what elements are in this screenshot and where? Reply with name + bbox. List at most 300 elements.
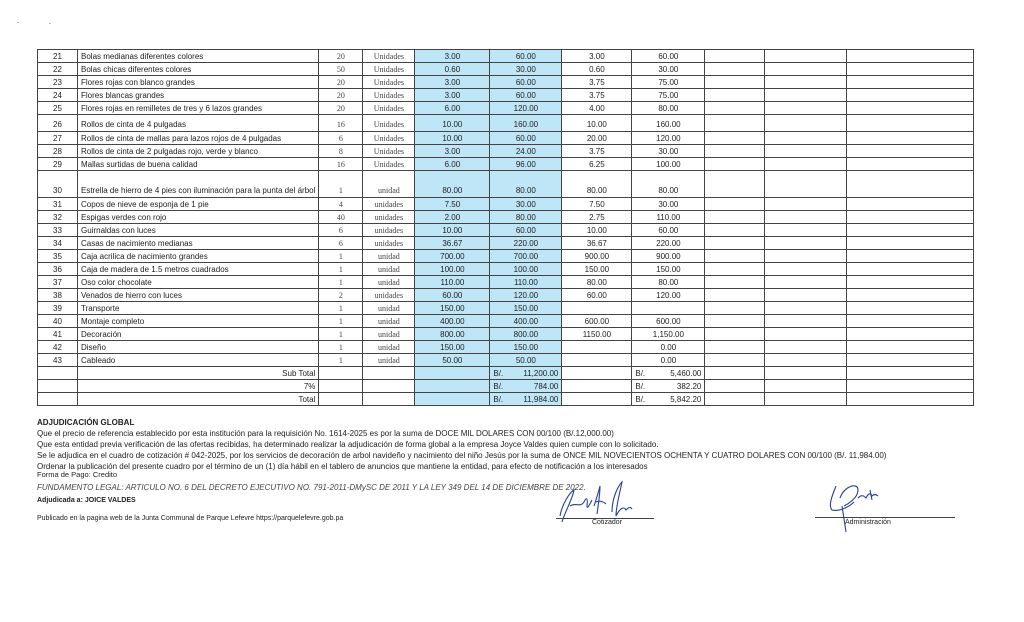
item-unit: unidades xyxy=(363,211,415,224)
item-description: Guirnaldas con luces xyxy=(78,224,319,237)
item-quantity: 6 xyxy=(319,224,363,237)
item-number: 35 xyxy=(38,250,78,263)
empty-cell xyxy=(705,315,765,328)
table-row xyxy=(38,158,974,171)
empty-cell xyxy=(847,224,974,237)
item-number: 41 xyxy=(38,328,78,341)
empty-cell xyxy=(705,263,765,276)
alt-unit-price: 20.00 xyxy=(562,132,632,145)
empty-cell xyxy=(705,158,765,171)
adjudicacion-line: Que el precio de referencia establecido por esta institución para la requisición No. 1614-2025 es por la suma de DOCE MIL DOLARES CON 00/100 (B/.12,000.00) xyxy=(37,429,614,438)
alt-unit-price: 10.00 xyxy=(562,115,632,132)
alt-unit-price: 600.00 xyxy=(562,315,632,328)
empty-cell xyxy=(705,76,765,89)
empty-cell xyxy=(38,380,78,393)
table-row xyxy=(38,289,974,302)
alt-unit-price: 10.00 xyxy=(562,224,632,237)
item-total: 30.00 xyxy=(490,63,562,76)
empty-cell xyxy=(705,145,765,158)
item-quantity: 40 xyxy=(319,211,363,224)
item-unit-price: 3.00 xyxy=(415,50,490,63)
empty-cell xyxy=(363,380,415,393)
alt-unit-price: 3.75 xyxy=(562,89,632,102)
item-description: Copos de nieve de esponja de 1 pie xyxy=(78,198,319,211)
empty-cell xyxy=(705,102,765,115)
alt-unit-price: 4.00 xyxy=(562,102,632,115)
table-row xyxy=(38,263,974,276)
empty-cell xyxy=(705,63,765,76)
summary-row xyxy=(38,393,974,406)
empty-cell xyxy=(765,158,847,171)
item-unit: unidad xyxy=(363,250,415,263)
alt-total: 60.00 xyxy=(632,50,705,63)
item-description: Diseño xyxy=(78,341,319,354)
empty-cell xyxy=(847,328,974,341)
alt-unit-price xyxy=(562,302,632,315)
empty-cell xyxy=(705,132,765,145)
summary-total xyxy=(490,393,562,406)
amount: 382.20 xyxy=(676,381,702,391)
empty-cell xyxy=(847,211,974,224)
empty-cell xyxy=(319,367,363,380)
empty-cell xyxy=(765,276,847,289)
item-number: 32 xyxy=(38,211,78,224)
alt-unit-price xyxy=(562,341,632,354)
empty-cell xyxy=(765,380,847,393)
item-number: 31 xyxy=(38,198,78,211)
money-value xyxy=(635,394,701,405)
table-row xyxy=(38,354,974,367)
item-quantity: 1 xyxy=(319,263,363,276)
item-unit-price: 0.60 xyxy=(415,63,490,76)
alt-total: 100.00 xyxy=(632,158,705,171)
item-description: Caja acrilica de nacimiento grandes xyxy=(78,250,319,263)
table-row xyxy=(38,328,974,341)
currency-symbol: B/. xyxy=(635,368,646,378)
item-total: 110.00 xyxy=(490,276,562,289)
empty-cell xyxy=(765,76,847,89)
item-quantity: 6 xyxy=(319,132,363,145)
item-unit: Unidades xyxy=(363,132,415,145)
alt-total: 0.00 xyxy=(632,354,705,367)
alt-unit-price xyxy=(562,354,632,367)
item-description: Flores blancas grandes xyxy=(78,89,319,102)
item-unit-price: 36.67 xyxy=(415,237,490,250)
item-unit: unidades xyxy=(363,198,415,211)
currency-symbol: B/. xyxy=(635,381,646,391)
table-row xyxy=(38,89,974,102)
item-total: 60.00 xyxy=(490,50,562,63)
item-total: 96.00 xyxy=(490,158,562,171)
item-quantity: 1 xyxy=(319,328,363,341)
money-value xyxy=(493,381,558,392)
empty-cell xyxy=(705,354,765,367)
amount: 784.00 xyxy=(533,381,559,391)
empty-cell xyxy=(415,393,490,406)
item-unit: unidad xyxy=(363,263,415,276)
item-unit: unidades xyxy=(363,237,415,250)
item-unit-price: 700.00 xyxy=(415,250,490,263)
empty-cell xyxy=(765,289,847,302)
item-quantity: 1 xyxy=(319,341,363,354)
item-quantity: 1 xyxy=(319,250,363,263)
item-unit-price: 3.00 xyxy=(415,76,490,89)
summary-alt-total xyxy=(632,393,705,406)
item-total: 700.00 xyxy=(490,250,562,263)
item-unit-price: 150.00 xyxy=(415,302,490,315)
item-number: 38 xyxy=(38,289,78,302)
quotation-table xyxy=(37,49,974,406)
item-quantity: 4 xyxy=(319,198,363,211)
item-number: 30 xyxy=(38,171,78,198)
item-number: 24 xyxy=(38,89,78,102)
money-value xyxy=(635,381,701,392)
empty-cell xyxy=(705,289,765,302)
alt-total: 120.00 xyxy=(632,132,705,145)
item-unit: unidades xyxy=(363,289,415,302)
summary-row xyxy=(38,380,974,393)
empty-cell xyxy=(847,76,974,89)
alt-unit-price: 0.60 xyxy=(562,63,632,76)
empty-cell xyxy=(765,224,847,237)
empty-cell xyxy=(363,367,415,380)
item-quantity: 20 xyxy=(319,102,363,115)
item-total: 150.00 xyxy=(490,302,562,315)
item-description: Rollos de cinta de mallas para lazos rojos de 4 pulgadas xyxy=(78,132,319,145)
empty-cell xyxy=(847,276,974,289)
item-total: 24.00 xyxy=(490,145,562,158)
empty-cell xyxy=(705,393,765,406)
item-unit: Unidades xyxy=(363,63,415,76)
item-unit: unidades xyxy=(363,224,415,237)
alt-total: 30.00 xyxy=(632,145,705,158)
table-row xyxy=(38,76,974,89)
empty-cell xyxy=(847,198,974,211)
item-unit: Unidades xyxy=(363,50,415,63)
item-unit-price: 60.00 xyxy=(415,289,490,302)
empty-cell xyxy=(847,102,974,115)
alt-total: 80.00 xyxy=(632,171,705,198)
item-unit-price: 50.00 xyxy=(415,354,490,367)
empty-cell xyxy=(705,171,765,198)
summary-total xyxy=(490,380,562,393)
empty-cell xyxy=(765,393,847,406)
empty-cell xyxy=(847,50,974,63)
table-row xyxy=(38,198,974,211)
item-number: 22 xyxy=(38,63,78,76)
alt-total: 75.00 xyxy=(632,76,705,89)
item-number: 34 xyxy=(38,237,78,250)
alt-unit-price: 36.67 xyxy=(562,237,632,250)
table-row xyxy=(38,132,974,145)
item-number: 36 xyxy=(38,263,78,276)
amount: 5,842.20 xyxy=(670,394,702,404)
currency-symbol: B/. xyxy=(635,394,646,404)
empty-cell xyxy=(847,132,974,145)
alt-total: 150.00 xyxy=(632,263,705,276)
item-unit: unidad xyxy=(363,276,415,289)
item-unit-price: 110.00 xyxy=(415,276,490,289)
administracion-signature-icon xyxy=(818,476,898,536)
alt-total: 0.00 xyxy=(632,341,705,354)
alt-unit-price: 900.00 xyxy=(562,250,632,263)
item-total: 30.00 xyxy=(490,198,562,211)
empty-cell xyxy=(705,380,765,393)
item-total: 80.00 xyxy=(490,211,562,224)
item-unit: unidad xyxy=(363,328,415,341)
empty-cell xyxy=(847,354,974,367)
table-row xyxy=(38,115,974,132)
empty-cell xyxy=(847,250,974,263)
alt-unit-price: 3.75 xyxy=(562,145,632,158)
item-number: 40 xyxy=(38,315,78,328)
item-description: Rollos de cinta de 2 pulgadas rojo, verde y blanco xyxy=(78,145,319,158)
adjudicacion-line: Se le adjudica en el cuadro de cotización # 042-2025, por los servicios de decoración de arbol navideño y nacimiento del niño Jesús por la suma de ONCE MIL NOVECIENTOS OCHENTA Y CUATRO DOLARES CON 00/100 (B/. 11,984.00) xyxy=(37,451,887,460)
alt-unit-price: 1150.00 xyxy=(562,328,632,341)
item-quantity: 16 xyxy=(319,115,363,132)
item-description: Mallas surtidas de buena calidad xyxy=(78,158,319,171)
item-quantity: 16 xyxy=(319,158,363,171)
summary-alt-total xyxy=(632,367,705,380)
money-value xyxy=(635,368,701,379)
alt-unit-price: 7.50 xyxy=(562,198,632,211)
fundamento-legal: FUNDAMENTO LEGAL: ARTICULO NO. 6 DEL DECRETO EJECUTIVO NO. 791-2011-DMySC DE 2011 Y LA LEY 349 DEL 14 DE DICIEMBRE DE 2022. xyxy=(37,483,586,492)
item-description: Estrella de hierro de 4 pies con iluminación para la punta del árbol xyxy=(78,171,319,198)
empty-cell xyxy=(847,115,974,132)
alt-total: 80.00 xyxy=(632,102,705,115)
item-quantity: 20 xyxy=(319,76,363,89)
item-description: Casas de nacimiento medianas xyxy=(78,237,319,250)
table-row xyxy=(38,102,974,115)
item-number: 33 xyxy=(38,224,78,237)
empty-cell xyxy=(319,380,363,393)
empty-cell xyxy=(705,250,765,263)
item-quantity: 6 xyxy=(319,237,363,250)
empty-cell xyxy=(705,367,765,380)
item-unit: unidad xyxy=(363,302,415,315)
empty-cell xyxy=(765,198,847,211)
item-description: Montaje completo xyxy=(78,315,319,328)
item-total: 60.00 xyxy=(490,224,562,237)
empty-cell xyxy=(705,341,765,354)
alt-total: 220.00 xyxy=(632,237,705,250)
adjudicada-a xyxy=(37,496,136,506)
item-unit-price: 100.00 xyxy=(415,263,490,276)
item-description: Venados de hierro con luces xyxy=(78,289,319,302)
empty-cell xyxy=(847,289,974,302)
item-number: 28 xyxy=(38,145,78,158)
currency-symbol: B/. xyxy=(493,368,504,378)
empty-cell xyxy=(705,224,765,237)
item-quantity: 20 xyxy=(319,50,363,63)
item-total: 120.00 xyxy=(490,102,562,115)
item-description: Flores rojas en remilletes de tres y 6 lazos grandes xyxy=(78,102,319,115)
empty-cell xyxy=(765,171,847,198)
item-unit-price: 3.00 xyxy=(415,145,490,158)
item-description: Bolas medianas diferentes colores xyxy=(78,50,319,63)
empty-cell xyxy=(765,328,847,341)
item-quantity: 50 xyxy=(319,63,363,76)
summary-row xyxy=(38,367,974,380)
cotizador-label: Cotizador xyxy=(592,519,622,526)
summary-alt-total xyxy=(632,380,705,393)
item-number: 37 xyxy=(38,276,78,289)
alt-total: 160.00 xyxy=(632,115,705,132)
summary-total xyxy=(490,367,562,380)
empty-cell xyxy=(765,211,847,224)
item-unit-price: 3.00 xyxy=(415,89,490,102)
empty-cell xyxy=(765,102,847,115)
item-unit: Unidades xyxy=(363,145,415,158)
empty-cell xyxy=(38,393,78,406)
table-row xyxy=(38,341,974,354)
empty-cell xyxy=(38,367,78,380)
item-total: 160.00 xyxy=(490,115,562,132)
alt-unit-price: 150.00 xyxy=(562,263,632,276)
item-quantity: 1 xyxy=(319,354,363,367)
empty-cell xyxy=(705,211,765,224)
item-unit-price: 2.00 xyxy=(415,211,490,224)
empty-cell xyxy=(847,367,974,380)
empty-cell xyxy=(847,393,974,406)
adjudicada-name: JOICE VALDES xyxy=(84,497,136,504)
adjudicacion-line: Que esta entidad previa verificación de las ofertas recibidas, ha determinado realizar la adjudicación de forma global a la empresa Joyce Valdes quien cumple con lo solicitado. xyxy=(37,440,659,449)
alt-total: 1,150.00 xyxy=(632,328,705,341)
empty-cell xyxy=(765,367,847,380)
item-description: Bolas chicas diferentes colores xyxy=(78,63,319,76)
item-description: Caja de madera de 1.5 metros cuadrados xyxy=(78,263,319,276)
alt-total: 600.00 xyxy=(632,315,705,328)
scan-speck xyxy=(17,22,19,23)
item-number: 29 xyxy=(38,158,78,171)
empty-cell xyxy=(847,158,974,171)
empty-cell xyxy=(765,354,847,367)
empty-cell xyxy=(765,145,847,158)
item-quantity: 2 xyxy=(319,289,363,302)
empty-cell xyxy=(562,367,632,380)
item-total: 60.00 xyxy=(490,89,562,102)
item-total: 150.00 xyxy=(490,341,562,354)
empty-cell xyxy=(765,115,847,132)
table-row xyxy=(38,224,974,237)
item-unit-price: 10.00 xyxy=(415,115,490,132)
item-description: Espigas verdes con rojo xyxy=(78,211,319,224)
item-total: 60.00 xyxy=(490,132,562,145)
alt-total: 30.00 xyxy=(632,63,705,76)
item-unit: Unidades xyxy=(363,89,415,102)
table-row xyxy=(38,315,974,328)
item-number: 27 xyxy=(38,132,78,145)
item-total: 80.00 xyxy=(490,171,562,198)
alt-unit-price: 2.75 xyxy=(562,211,632,224)
empty-cell xyxy=(847,145,974,158)
empty-cell xyxy=(765,315,847,328)
alt-total: 75.00 xyxy=(632,89,705,102)
empty-cell xyxy=(705,328,765,341)
empty-cell xyxy=(705,276,765,289)
item-description: Cableado xyxy=(78,354,319,367)
empty-cell xyxy=(765,302,847,315)
item-number: 25 xyxy=(38,102,78,115)
empty-cell xyxy=(415,380,490,393)
item-unit-price: 10.00 xyxy=(415,224,490,237)
adjudicacion-heading: ADJUDICACIÓN GLOBAL xyxy=(37,418,135,427)
empty-cell xyxy=(847,237,974,250)
table-row xyxy=(38,276,974,289)
item-unit: Unidades xyxy=(363,102,415,115)
table-row xyxy=(38,145,974,158)
scan-speck xyxy=(49,23,51,24)
empty-cell xyxy=(765,63,847,76)
empty-cell xyxy=(705,237,765,250)
empty-cell xyxy=(705,50,765,63)
empty-cell xyxy=(765,250,847,263)
alt-total: 900.00 xyxy=(632,250,705,263)
alt-total: 120.00 xyxy=(632,289,705,302)
administracion-signature-line xyxy=(815,517,955,518)
empty-cell xyxy=(765,341,847,354)
empty-cell xyxy=(705,198,765,211)
item-unit: Unidades xyxy=(363,158,415,171)
empty-cell xyxy=(765,132,847,145)
item-total: 120.00 xyxy=(490,289,562,302)
item-unit: Unidades xyxy=(363,76,415,89)
alt-total: 30.00 xyxy=(632,198,705,211)
table-row xyxy=(38,50,974,63)
item-unit: unidad xyxy=(363,354,415,367)
empty-cell xyxy=(847,263,974,276)
summary-label: 7% xyxy=(78,380,319,393)
item-quantity: 1 xyxy=(319,302,363,315)
item-total: 220.00 xyxy=(490,237,562,250)
item-number: 26 xyxy=(38,115,78,132)
amount: 5,460.00 xyxy=(670,368,702,378)
alt-total: 60.00 xyxy=(632,224,705,237)
currency-symbol: B/. xyxy=(493,381,504,391)
alt-total xyxy=(632,302,705,315)
alt-unit-price: 80.00 xyxy=(562,171,632,198)
alt-unit-price: 60.00 xyxy=(562,289,632,302)
empty-cell xyxy=(847,63,974,76)
table-row xyxy=(38,211,974,224)
empty-cell xyxy=(847,341,974,354)
item-unit: unidad xyxy=(363,341,415,354)
alt-unit-price: 6.25 xyxy=(562,158,632,171)
item-unit-price: 10.00 xyxy=(415,132,490,145)
item-number: 42 xyxy=(38,341,78,354)
item-number: 39 xyxy=(38,302,78,315)
empty-cell xyxy=(765,263,847,276)
item-description: Rollos de cinta de 4 pulgadas xyxy=(78,115,319,132)
item-description: Oso color chocolate xyxy=(78,276,319,289)
item-description: Flores rojas con blanco grandes xyxy=(78,76,319,89)
empty-cell xyxy=(319,393,363,406)
item-unit: unidad xyxy=(363,315,415,328)
summary-label: Total xyxy=(78,393,319,406)
item-unit-price: 6.00 xyxy=(415,158,490,171)
money-value xyxy=(493,368,558,379)
table-row xyxy=(38,250,974,263)
item-quantity: 1 xyxy=(319,276,363,289)
item-quantity: 1 xyxy=(319,171,363,198)
amount: 11,984.00 xyxy=(523,394,559,404)
item-unit: unidad xyxy=(363,171,415,198)
item-number: 23 xyxy=(38,76,78,89)
item-total: 60.00 xyxy=(490,76,562,89)
money-value xyxy=(493,394,558,405)
table-row xyxy=(38,171,974,198)
item-unit-price: 6.00 xyxy=(415,102,490,115)
